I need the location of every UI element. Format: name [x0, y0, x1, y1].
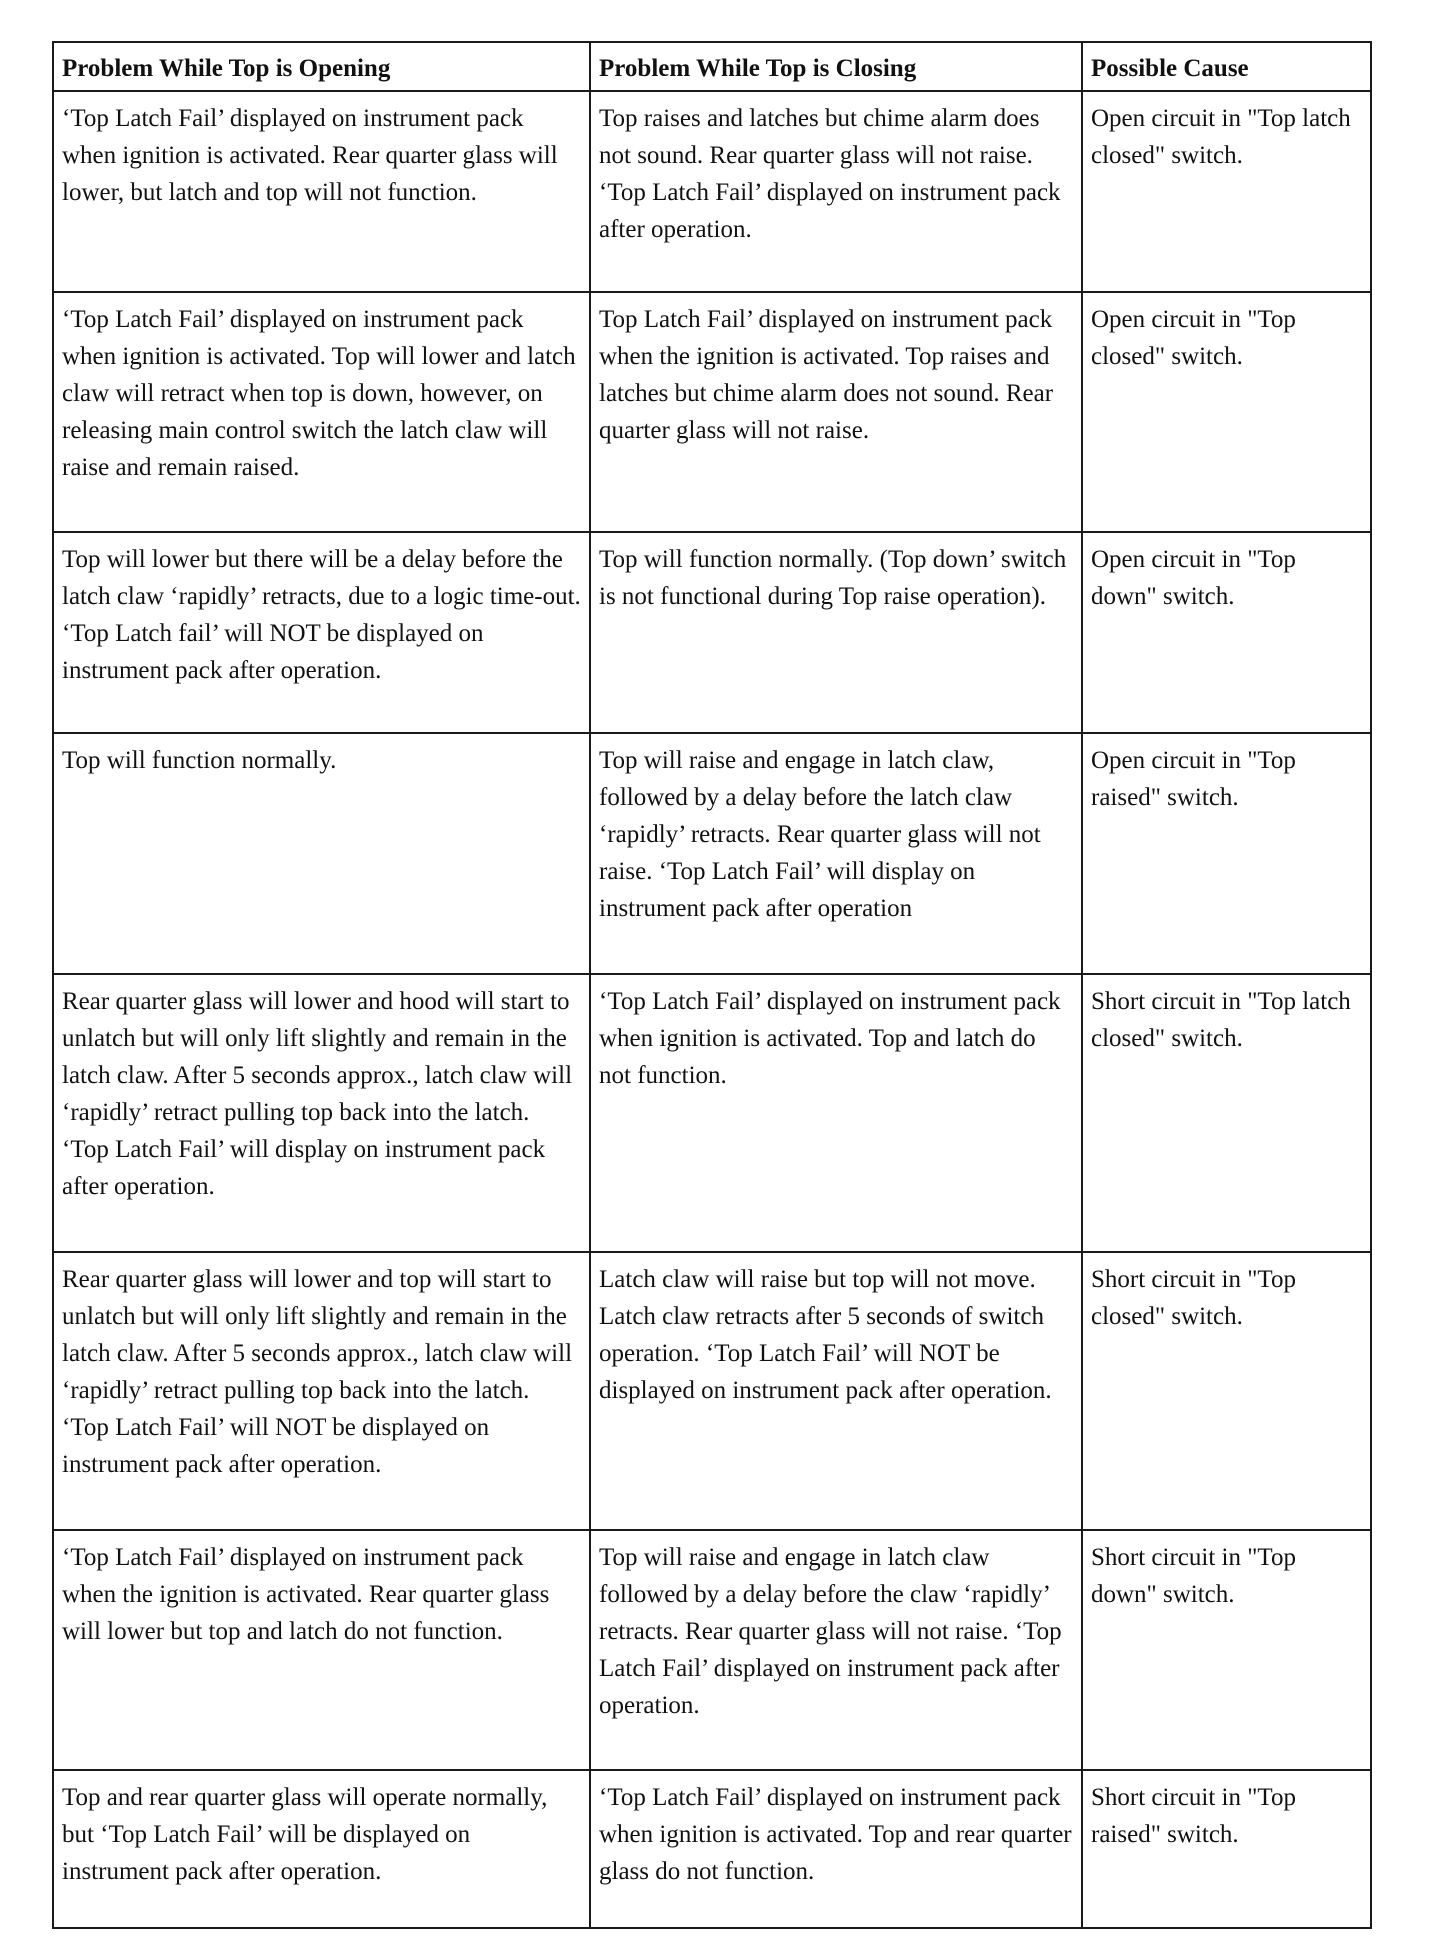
header-closing: Problem While Top is Closing	[590, 42, 1082, 91]
cell-cause: Short circuit in "Top latch closed" switch.	[1082, 974, 1371, 1252]
cell-cause: Short circuit in "Top raised" switch.	[1082, 1770, 1371, 1928]
cell-cause: Short circuit in "Top closed" switch.	[1082, 1252, 1371, 1530]
cell-closing: Top Latch Fail’ displayed on instrument pack when the ignition is activated. Top raises and latches but chime alarm does not sound. Rear quarter glass will not raise.	[590, 292, 1082, 532]
cell-closing: ‘Top Latch Fail’ displayed on instrument pack when ignition is activated. Top and latch do not function.	[590, 974, 1082, 1252]
table-row	[53, 733, 1371, 974]
cell-cause: Open circuit in "Top closed" switch.	[1082, 292, 1371, 532]
table-row	[53, 532, 1371, 733]
cell-opening: Rear quarter glass will lower and top will start to unlatch but will only lift slightly and remain in the latch claw. After 5 seconds approx., latch claw will ‘rapidly’ retract pulling top back into the latch. ‘Top Latch Fail’ will NOT be displayed on instrument pack after operation.	[53, 1252, 590, 1530]
table-row	[53, 292, 1371, 532]
cell-cause: Short circuit in "Top down" switch.	[1082, 1530, 1371, 1770]
cell-cause: Open circuit in "Top raised" switch.	[1082, 733, 1371, 974]
cell-opening: Top will function normally.	[53, 733, 590, 974]
table-body	[53, 91, 1371, 1928]
header-row	[53, 42, 1371, 91]
table-row	[53, 1770, 1371, 1928]
header-cause: Possible Cause	[1082, 42, 1371, 91]
table-row	[53, 974, 1371, 1252]
header-opening: Problem While Top is Opening	[53, 42, 590, 91]
cell-closing: Latch claw will raise but top will not move. Latch claw retracts after 5 seconds of switch operation. ‘Top Latch Fail’ will NOT be displayed on instrument pack after operation.	[590, 1252, 1082, 1530]
table-header	[53, 42, 1371, 91]
cell-closing: Top will raise and engage in latch claw, followed by a delay before the latch claw ‘rapidly’ retracts. Rear quarter glass will not raise. ‘Top Latch Fail’ will display on instrument pack after operation	[590, 733, 1082, 974]
document-page	[52, 41, 1370, 1929]
cell-closing: Top will function normally. (Top down’ switch is not functional during Top raise operation).	[590, 532, 1082, 733]
cell-closing: Top raises and latches but chime alarm does not sound. Rear quarter glass will not raise. ‘Top Latch Fail’ displayed on instrument pack after operation.	[590, 91, 1082, 292]
cell-opening: Rear quarter glass will lower and hood will start to unlatch but will only lift slightly and remain in the latch claw. After 5 seconds approx., latch claw will ‘rapidly’ retract pulling top back into the latch. ‘Top Latch Fail’ will display on instrument pack after operation.	[53, 974, 590, 1252]
cell-closing: ‘Top Latch Fail’ displayed on instrument pack when ignition is activated. Top and rear quarter glass do not function.	[590, 1770, 1082, 1928]
cell-closing: Top will raise and engage in latch claw followed by a delay before the claw ‘rapidly’ retracts. Rear quarter glass will not raise. ‘Top Latch Fail’ displayed on instrument pack after operation.	[590, 1530, 1082, 1770]
cell-opening: ‘Top Latch Fail’ displayed on instrument pack when ignition is activated. Rear quarter glass will lower, but latch and top will not function.	[53, 91, 590, 292]
cell-opening: ‘Top Latch Fail’ displayed on instrument pack when the ignition is activated. Rear quarter glass will lower but top and latch do not function.	[53, 1530, 590, 1770]
cell-opening: Top will lower but there will be a delay before the latch claw ‘rapidly’ retracts, due to a logic time-out. ‘Top Latch fail’ will NOT be displayed on instrument pack after operation.	[53, 532, 590, 733]
table-row	[53, 91, 1371, 292]
troubleshooting-table	[52, 41, 1372, 1929]
cell-opening: ‘Top Latch Fail’ displayed on instrument pack when ignition is activated. Top will lower and latch claw will retract when top is down, however, on releasing main control switch the latch claw will raise and remain raised.	[53, 292, 590, 532]
cell-cause: Open circuit in "Top latch closed" switch.	[1082, 91, 1371, 292]
cell-opening: Top and rear quarter glass will operate normally, but ‘Top Latch Fail’ will be displayed on instrument pack after operation.	[53, 1770, 590, 1928]
cell-cause: Open circuit in "Top down" switch.	[1082, 532, 1371, 733]
table-row	[53, 1252, 1371, 1530]
table-row	[53, 1530, 1371, 1770]
